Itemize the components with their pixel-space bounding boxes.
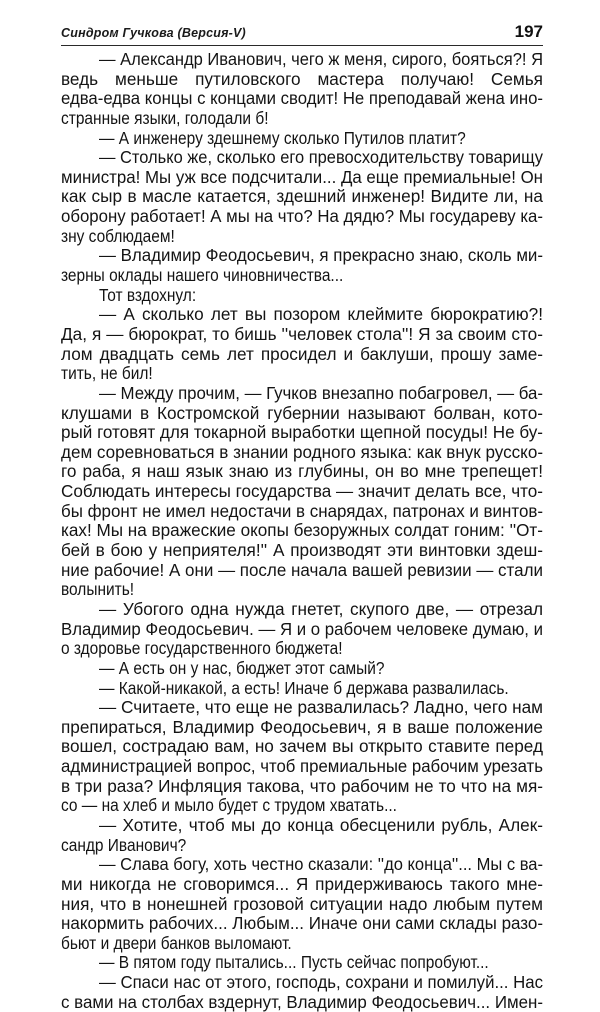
text-line-content: — Хотите, чтоб мы до конца обесценили рубль, Алек- [99,814,543,835]
text-line-content: администрацией вопрос, чтоб премиальные рабочим урезать [61,756,543,777]
text-line-content: дем соревноваться в знании родного языка: как внук русско- [61,441,544,462]
text-line-content: го раба, я наш язык знаю из глубины, он во мне трепещет! [61,461,543,482]
text-line [61,580,543,600]
text-line-content: бей в бою у неприятеля!'' А производят эти винтовки здеш- [61,540,543,561]
text-line [61,836,543,856]
text-line-content: — Владимир Феодосьевич, я прекрасно знаю, сколь ми- [99,245,544,266]
page-header [61,20,543,46]
text-line-content: — Считаете, что еще не развалилась? Ладно, чего нам [99,697,543,718]
text-line [61,914,543,934]
text-line [61,934,543,954]
text-line [61,541,543,561]
text-line [61,50,543,70]
text-line [61,246,543,266]
text-line-content: едва-едва концы с концами сводит! Не преподавай жена ино- [61,88,544,109]
text-line-content: — Между прочим, — Гучков внезапно побагровел, — ба- [99,382,544,403]
text-line [61,521,543,541]
text-line [61,109,543,129]
text-line-content: — Александр Иванович, чего ж меня, сирого, бояться?! Я [99,49,544,69]
text-line [61,462,543,482]
text-line [61,737,543,757]
text-line [61,698,543,718]
text-line-content: сандр Иванович? [61,834,187,855]
text-line [61,364,543,384]
text-line-content: — Убогого одна нужда гнетет, скупого две, — отрезал [99,598,543,619]
text-line [61,757,543,777]
text-line [61,777,543,797]
text-line-content: лом двадцать семь лет просидел и баклуши, прошу заме- [61,343,543,364]
header-rule [61,45,543,46]
text-line-content: странные языки, голодали б! [61,107,269,128]
text-line [61,286,543,306]
text-line-content: волынить! [61,579,135,600]
page-number: 197 [514,22,543,41]
text-line-content: — Слава богу, хоть честно сказали: ''до конца''... Мы с ва- [99,854,544,875]
text-line-content: — А сколько лет вы позором клеймите бюрократию?! [99,304,544,325]
text-line-content: министра! Мы уж все подсчитали... Да еще премиальные! Он [61,166,543,187]
text-line [61,993,543,1012]
text-line-content: — Столько же, сколько его превосходительству товарищу [99,147,544,168]
text-line-content: Да, я — бюрократ, то бишь ''человек стола''! Я за своим сто- [61,323,543,344]
text-line [61,384,543,404]
text-line-content: Соблюдать интересы государства — значит делать все, что- [61,481,544,502]
text-line-content: ния, что в нонешней грозовой ситуации надо любым путем [61,893,543,914]
text-line-content: в три раза? Инфляция такова, что рабочим не то что на мя- [61,775,543,796]
text-line [61,423,543,443]
text-line [61,345,543,365]
text-line-content: с вами на столбах вздернут, Владимир Феодосьевич... Имен- [61,991,544,1012]
text-line [61,187,543,207]
text-line [61,70,543,90]
text-line [61,953,543,973]
text-line-content: ние рабочие! А они — после начала вашей ревизии — стали [61,559,543,580]
text-line [61,266,543,286]
text-line [61,620,543,640]
text-line [61,718,543,738]
body-text [61,50,543,1012]
text-line-content: — Спаси нас от этого, господь, сохрани и помилуй... Нас [99,972,543,993]
text-line [61,973,543,993]
text-line [61,207,543,227]
text-line-content: как сыр в масле катается, здешний инженер! Видите ли, на [61,186,543,207]
text-line [61,168,543,188]
text-line-content: препираться, Владимир Феодосьевич, я в ваше положение [61,716,543,737]
text-line-content: — В пятом году пытались... Пусть сейчас попробуют... [99,952,489,973]
text-line-content: вошел, сострадаю вам, но зачем вы открыто ставите перед [61,736,543,757]
text-line [61,561,543,581]
text-line [61,816,543,836]
text-line-content: рый готовят для токарной выработки щепной посуды! Не бу- [61,422,543,443]
text-line [61,89,543,109]
text-line [61,325,543,345]
text-line-content: ках! Мы на вражеские окопы безоружных солдат гоним: ''От- [61,520,543,541]
text-line [61,227,543,247]
text-line [61,639,543,659]
text-line-content: о здоровье государственного бюджета! [61,638,343,659]
text-line [61,659,543,679]
text-line [61,482,543,502]
text-line-content: ведь меньше путиловского мастера получаю! Семья [61,68,543,89]
text-line-content: — Какой-никакой, а есть! Иначе б держава развалилась. [99,677,509,698]
text-line [61,855,543,875]
text-line [61,148,543,168]
text-line-content: бы фронт не имел недостачи в снарядах, патронах и винтов- [61,500,544,521]
text-line [61,404,543,424]
text-line-content: — А есть он у нас, бюджет этот самый? [99,657,385,678]
text-line-content: — А инженеру здешнему сколько Путилов платит? [99,127,466,148]
running-title: Синдром Гучкова (Версия-V) [61,26,246,40]
text-line-content: зну соблюдаем! [61,225,175,246]
text-line-content: тить, не бил! [61,363,153,384]
text-line [61,129,543,149]
text-line-content: зерны оклады нашего чиновничества... [61,265,344,286]
text-line [61,796,543,816]
text-line [61,895,543,915]
text-line [61,875,543,895]
text-line [61,305,543,325]
text-line [61,443,543,463]
text-line-content: оборону работает! А мы на что? На дядю? Мы государеву ка- [61,206,543,227]
text-line-content: ми никогда не сговоримся... Я придерживаюсь такого мне- [61,873,543,894]
text-line-content: Тот вздохнул: [99,284,197,305]
text-line-content: бьют и двери банков выломают. [61,932,292,953]
text-line-content: Владимир Феодосьевич. — Я и о рабочем человеке думаю, и [61,618,544,639]
text-line [61,502,543,522]
text-line [61,679,543,699]
text-line-content: со — на хлеб и мыло будет с трудом хватать... [61,795,397,816]
text-line-content: клушами в Костромской губернии называют болван, кото- [61,402,543,423]
text-line [61,600,543,620]
text-line-content: накормить рабочих... Любым... Иначе они сами склады разо- [61,913,544,934]
